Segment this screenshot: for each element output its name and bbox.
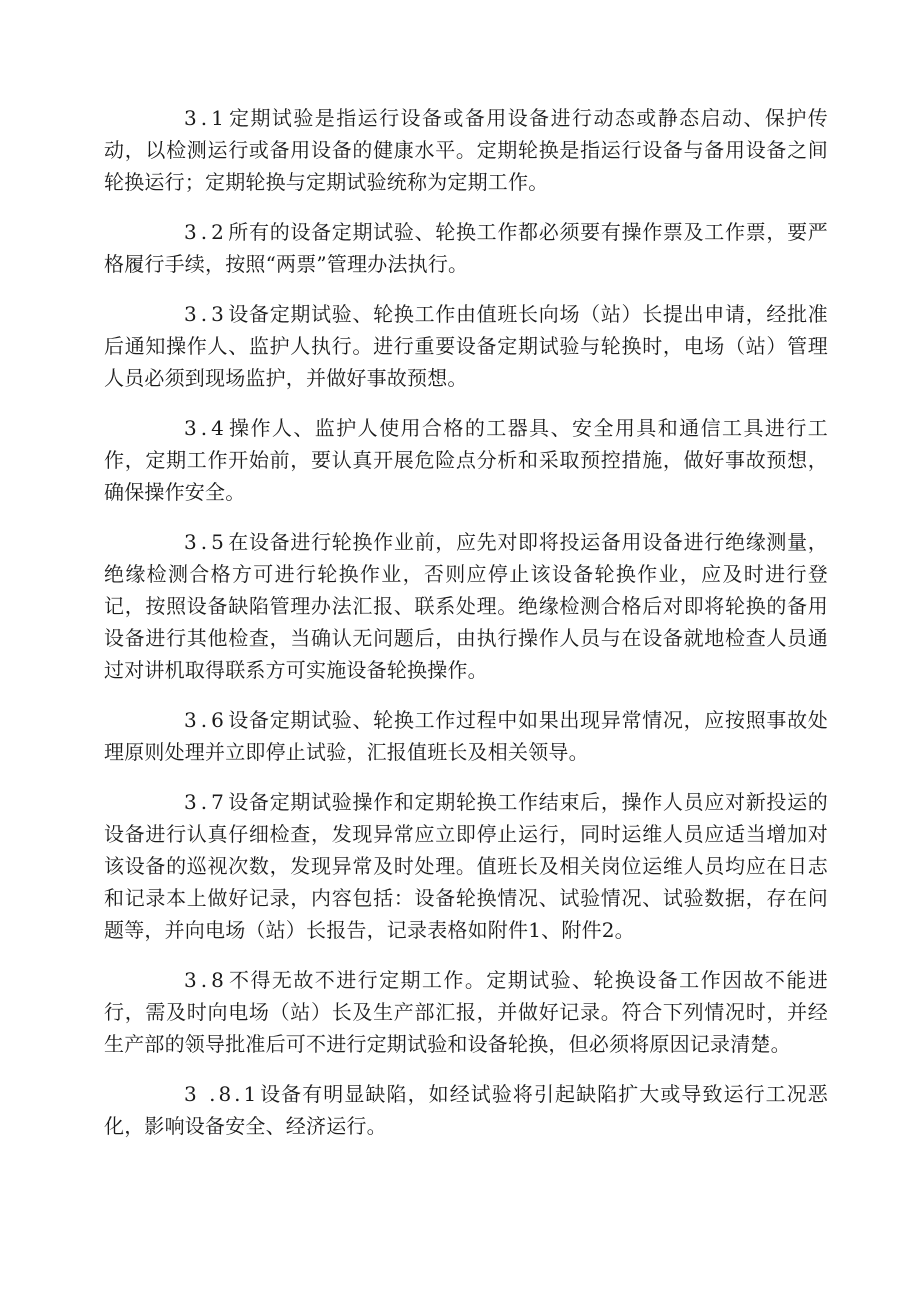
paragraph-number: 3.8 [184,968,228,992]
paragraph-text: 设备定期试验操作和定期轮换工作结束后，操作人员应对新投运的设备进行认真仔细检查，发现异常应立即停止运行，同时运维人员应适当增加对该设备的巡视次数，发现异常及时处理。值班长及相关岗位运维人员均应在日志和记录本上做好记录，内容包括：设备轮换情况、试验情况、试验数据，存在问题等，并向电场（站）长报告，记录表格如附件1、附件2。 [104,790,828,942]
paragraph-number: 3.2 [184,220,228,244]
paragraph-number: 3.1 [184,106,228,130]
paragraph-3-2 [104,216,828,280]
paragraph-text: 不得无故不进行定期工作。定期试验、轮换设备工作因故不能进行，需及时向电场（站）长及生产部汇报，并做好记录。符合下列情况时，并经生产部的领导批准后可不进行定期试验和设备轮换，但必须将原因记录清楚。 [104,968,828,1056]
paragraph-3-8 [104,964,828,1060]
paragraph-text: 在设备进行轮换作业前，应先对即将投运备用设备进行绝缘测量，绝缘检测合格方可进行轮换作业，否则应停止该设备轮换作业，应及时进行登记，按照设备缺陷管理办法汇报、联系处理。绝缘检测合格后对即将轮换的备用设备进行其他检查，当确认无问题后，由执行操作人员与在设备就地检查人员通过对讲机取得联系方可实施设备轮换操作。 [104,530,828,682]
paragraph-3-5 [104,526,828,686]
paragraph-text: 设备定期试验、轮换工作过程中如果出现异常情况，应按照事故处理原则处理并立即停止试验，汇报值班长及相关领导。 [104,708,828,764]
paragraph-number: 3.4 [184,416,228,440]
paragraph-number: 3.7 [184,790,228,814]
paragraph-number: 3 .8.1 [184,1082,260,1106]
paragraph-number: 3.6 [184,708,228,732]
paragraph-3-6 [104,704,828,768]
paragraph-text: 设备有明显缺陷，如经试验将引起缺陷扩大或导致运行工况恶化，影响设备安全、经济运行。 [104,1082,828,1138]
paragraph-3-4 [104,412,828,508]
paragraph-number: 3.5 [184,530,228,554]
paragraph-3-1 [104,102,828,198]
paragraph-3-3 [104,298,828,394]
paragraph-3-7 [104,786,828,946]
document-page [104,102,828,1160]
paragraph-text: 定期试验是指运行设备或备用设备进行动态或静态启动、保护传动，以检测运行或备用设备的健康水平。定期轮换是指运行设备与备用设备之间轮换运行；定期轮换与定期试验统称为定期工作。 [104,106,828,194]
paragraph-3-8-1 [104,1078,828,1142]
paragraph-text: 操作人、监护人使用合格的工器具、安全用具和通信工具进行工作，定期工作开始前，要认真开展危险点分析和采取预控措施，做好事故预想，确保操作安全。 [104,416,828,504]
paragraph-text: 设备定期试验、轮换工作由值班长向场（站）长提出申请，经批准后通知操作人、监护人执行。进行重要设备定期试验与轮换时，电场（站）管理人员必须到现场监护，并做好事故预想。 [104,302,828,390]
paragraph-number: 3.3 [184,302,228,326]
paragraph-text: 所有的设备定期试验、轮换工作都必须要有操作票及工作票，要严格履行手续，按照“两票”管理办法执行。 [104,220,828,276]
